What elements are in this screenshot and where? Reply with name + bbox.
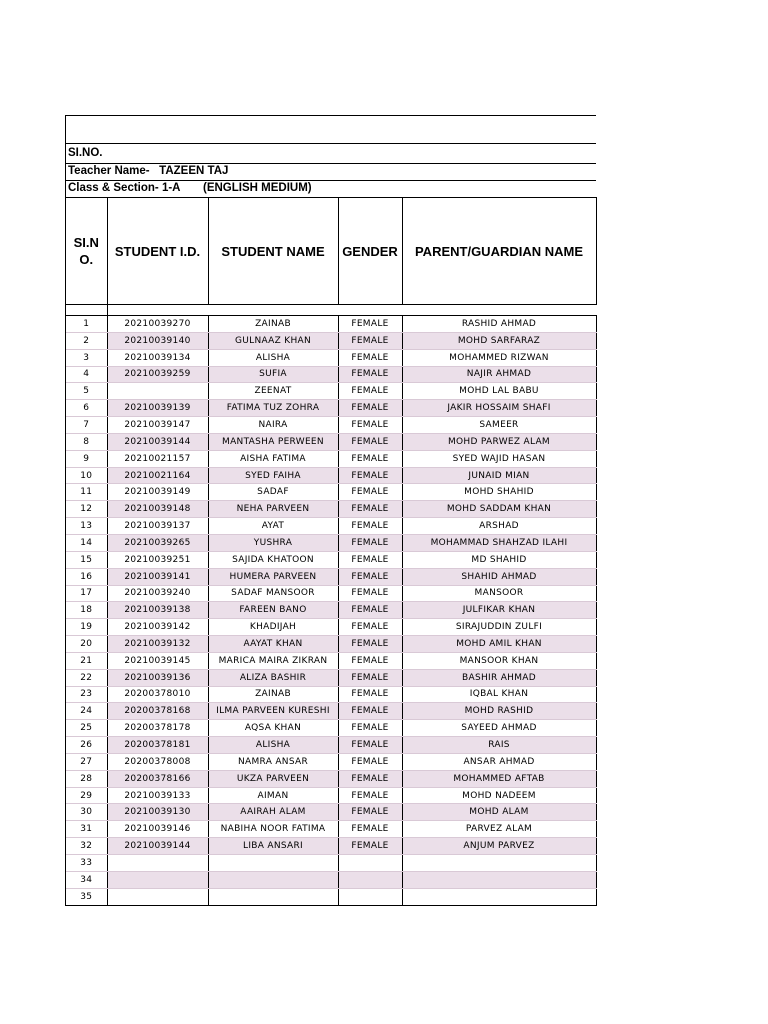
- cell-gender: FEMALE: [338, 804, 402, 821]
- cell-parent-name: BASHIR AHMAD: [402, 669, 596, 686]
- cell-student-name: NEHA PARVEEN: [208, 501, 338, 518]
- cell-student-id: 20210039132: [107, 636, 208, 653]
- column-header-gender: GENDER: [338, 198, 402, 305]
- cell-student-name: ALISHA: [208, 349, 338, 366]
- cell-student-name: NAMRA ANSAR: [208, 753, 338, 770]
- cell-student-id: 20210039134: [107, 349, 208, 366]
- table-row: [66, 619, 596, 636]
- cell-student-id: [107, 855, 208, 872]
- cell-gender: FEMALE: [338, 669, 402, 686]
- cell-gender: [338, 888, 402, 905]
- title-row: [66, 143, 596, 163]
- cell-gender: FEMALE: [338, 467, 402, 484]
- column-header-student-id: STUDENT I.D.: [107, 198, 208, 305]
- cell-parent-name: RAIS: [402, 737, 596, 754]
- cell-student-name: [208, 871, 338, 888]
- table-row: [66, 534, 596, 551]
- cell-parent-name: ANJUM PARVEZ: [402, 838, 596, 855]
- table-row: [66, 484, 596, 501]
- cell-student-name: ALIZA BASHIR: [208, 669, 338, 686]
- cell-student-id: 20210039146: [107, 821, 208, 838]
- spacer-row: [66, 305, 596, 316]
- cell-student-name: FATIMA TUZ ZOHRA: [208, 400, 338, 417]
- cell-student-id: 20210039142: [107, 619, 208, 636]
- table-row: [66, 888, 596, 905]
- table-row: [66, 467, 596, 484]
- table-row: [66, 585, 596, 602]
- cell-sno: 21: [66, 652, 107, 669]
- cell-sno: 12: [66, 501, 107, 518]
- cell-student-name: SUFIA: [208, 366, 338, 383]
- cell-student-name: NABIHA NOOR FATIMA: [208, 821, 338, 838]
- cell-gender: FEMALE: [338, 366, 402, 383]
- cell-student-id: 20210039240: [107, 585, 208, 602]
- cell-sno: 10: [66, 467, 107, 484]
- cell-parent-name: MOHD NADEEM: [402, 787, 596, 804]
- cell-parent-name: [402, 871, 596, 888]
- cell-parent-name: [402, 888, 596, 905]
- cell-parent-name: JUNAID MIAN: [402, 467, 596, 484]
- cell-student-id: 20210039147: [107, 417, 208, 434]
- cell-sno: 17: [66, 585, 107, 602]
- cell-sno: 3: [66, 349, 107, 366]
- cell-gender: FEMALE: [338, 383, 402, 400]
- table-header-row: [66, 198, 596, 305]
- cell-student-name: HUMERA PARVEEN: [208, 568, 338, 585]
- cell-student-id: 20210039136: [107, 669, 208, 686]
- cell-gender: FEMALE: [338, 652, 402, 669]
- cell-student-name: GULNAAZ KHAN: [208, 332, 338, 349]
- table-row: [66, 871, 596, 888]
- cell-gender: FEMALE: [338, 753, 402, 770]
- cell-sno: 28: [66, 770, 107, 787]
- cell-parent-name: MANSOOR KHAN: [402, 652, 596, 669]
- cell-gender: [338, 871, 402, 888]
- cell-student-name: KHADIJAH: [208, 619, 338, 636]
- cell-parent-name: MOHD SHAHID: [402, 484, 596, 501]
- cell-sno: 9: [66, 450, 107, 467]
- table-row: [66, 838, 596, 855]
- cell-student-id: [107, 888, 208, 905]
- cell-student-id: 20200378008: [107, 753, 208, 770]
- cell-gender: FEMALE: [338, 703, 402, 720]
- cell-gender: FEMALE: [338, 720, 402, 737]
- blank-header-row: [66, 115, 596, 143]
- table-row: [66, 703, 596, 720]
- cell-student-id: 20210039139: [107, 400, 208, 417]
- cell-parent-name: MOHD SADDAM KHAN: [402, 501, 596, 518]
- cell-sno: 23: [66, 686, 107, 703]
- table-row: [66, 551, 596, 568]
- table-row: [66, 737, 596, 754]
- cell-student-name: MANTASHA PERWEEN: [208, 433, 338, 450]
- cell-parent-name: MOHD ALAM: [402, 804, 596, 821]
- cell-parent-name: IQBAL KHAN: [402, 686, 596, 703]
- cell-student-id: 20210021164: [107, 467, 208, 484]
- cell-student-id: 20210039148: [107, 501, 208, 518]
- cell-student-id: 20200378178: [107, 720, 208, 737]
- cell-student-id: 20200378010: [107, 686, 208, 703]
- cell-student-id: 20200378166: [107, 770, 208, 787]
- cell-student-id: 20210039141: [107, 568, 208, 585]
- cell-parent-name: PARVEZ ALAM: [402, 821, 596, 838]
- table-row: [66, 821, 596, 838]
- cell-sno: 22: [66, 669, 107, 686]
- cell-student-id: 20200378181: [107, 737, 208, 754]
- cell-sno: 14: [66, 534, 107, 551]
- cell-sno: 24: [66, 703, 107, 720]
- table-row: [66, 417, 596, 434]
- student-list-sheet: [65, 115, 596, 906]
- cell-student-id: [107, 871, 208, 888]
- cell-gender: FEMALE: [338, 770, 402, 787]
- cell-sno: 18: [66, 602, 107, 619]
- cell-student-name: ILMA PARVEEN KURESHI: [208, 703, 338, 720]
- table-row: [66, 450, 596, 467]
- cell-gender: FEMALE: [338, 619, 402, 636]
- cell-parent-name: MOHD RASHID: [402, 703, 596, 720]
- cell-student-id: [107, 383, 208, 400]
- cell-student-id: 20210039259: [107, 366, 208, 383]
- cell-gender: FEMALE: [338, 518, 402, 535]
- cell-student-id: 20210039265: [107, 534, 208, 551]
- table-row: [66, 686, 596, 703]
- cell-sno: 15: [66, 551, 107, 568]
- cell-sno: 2: [66, 332, 107, 349]
- cell-sno: 25: [66, 720, 107, 737]
- cell-parent-name: MOHD LAL BABU: [402, 383, 596, 400]
- cell-student-name: SADAF: [208, 484, 338, 501]
- cell-sno: 7: [66, 417, 107, 434]
- cell-student-id: 20210021157: [107, 450, 208, 467]
- column-header-student-name: STUDENT NAME: [208, 198, 338, 305]
- cell-parent-name: ANSAR AHMAD: [402, 753, 596, 770]
- cell-gender: FEMALE: [338, 501, 402, 518]
- cell-parent-name: MOHD AMIL KHAN: [402, 636, 596, 653]
- cell-parent-name: MOHD PARWEZ ALAM: [402, 433, 596, 450]
- cell-student-name: LIBA ANSARI: [208, 838, 338, 855]
- table-row: [66, 770, 596, 787]
- cell-gender: FEMALE: [338, 585, 402, 602]
- table-row: [66, 383, 596, 400]
- cell-student-name: UKZA PARVEEN: [208, 770, 338, 787]
- cell-parent-name: MOHAMMAD SHAHZAD ILAHI: [402, 534, 596, 551]
- cell-student-name: AQSA KHAN: [208, 720, 338, 737]
- cell-student-name: ZEENAT: [208, 383, 338, 400]
- cell-gender: FEMALE: [338, 400, 402, 417]
- table-row: [66, 669, 596, 686]
- cell-parent-name: RASHID AHMAD: [402, 316, 596, 333]
- cell-sno: 13: [66, 518, 107, 535]
- table-row: [66, 753, 596, 770]
- cell-parent-name: MOHD SARFARAZ: [402, 332, 596, 349]
- cell-student-name: SAJIDA KHATOON: [208, 551, 338, 568]
- cell-gender: FEMALE: [338, 316, 402, 333]
- cell-student-name: MARICA MAIRA ZIKRAN: [208, 652, 338, 669]
- cell-sno: 11: [66, 484, 107, 501]
- cell-student-name: AIMAN: [208, 787, 338, 804]
- cell-gender: FEMALE: [338, 332, 402, 349]
- cell-student-name: NAIRA: [208, 417, 338, 434]
- sheet-title: SI.NO.: [68, 147, 103, 159]
- table-row: [66, 602, 596, 619]
- table-row: [66, 366, 596, 383]
- cell-student-name: AYAT: [208, 518, 338, 535]
- cell-student-name: [208, 855, 338, 872]
- teacher-row: [66, 163, 596, 180]
- cell-sno: 20: [66, 636, 107, 653]
- cell-sno: 5: [66, 383, 107, 400]
- cell-parent-name: SIRAJUDDIN ZULFI: [402, 619, 596, 636]
- cell-gender: FEMALE: [338, 737, 402, 754]
- cell-sno: 26: [66, 737, 107, 754]
- teacher-name: Teacher Name- TAZEEN TAJ: [68, 165, 229, 177]
- table-row: [66, 568, 596, 585]
- cell-student-id: 20210039130: [107, 804, 208, 821]
- cell-gender: FEMALE: [338, 450, 402, 467]
- cell-student-name: SYED FAIHA: [208, 467, 338, 484]
- cell-student-id: 20210039144: [107, 838, 208, 855]
- cell-gender: FEMALE: [338, 787, 402, 804]
- table-row: [66, 855, 596, 872]
- cell-gender: FEMALE: [338, 636, 402, 653]
- cell-parent-name: MD SHAHID: [402, 551, 596, 568]
- cell-student-id: 20210039251: [107, 551, 208, 568]
- column-header-parent-name: PARENT/GUARDIAN NAME: [402, 198, 596, 305]
- cell-student-id: 20210039145: [107, 652, 208, 669]
- cell-parent-name: ARSHAD: [402, 518, 596, 535]
- table-row: [66, 400, 596, 417]
- table-row: [66, 787, 596, 804]
- cell-student-name: AAIRAH ALAM: [208, 804, 338, 821]
- table-row: [66, 349, 596, 366]
- table-row: [66, 652, 596, 669]
- cell-gender: FEMALE: [338, 551, 402, 568]
- table-row: [66, 501, 596, 518]
- cell-sno: 35: [66, 888, 107, 905]
- cell-parent-name: NAJIR AHMAD: [402, 366, 596, 383]
- cell-parent-name: SAMEER: [402, 417, 596, 434]
- cell-parent-name: SHAHID AHMAD: [402, 568, 596, 585]
- cell-sno: 27: [66, 753, 107, 770]
- cell-parent-name: SAYEED AHMAD: [402, 720, 596, 737]
- table-row: [66, 332, 596, 349]
- cell-parent-name: JULFIKAR KHAN: [402, 602, 596, 619]
- cell-gender: FEMALE: [338, 433, 402, 450]
- cell-student-name: ZAINAB: [208, 686, 338, 703]
- cell-gender: FEMALE: [338, 838, 402, 855]
- cell-sno: 29: [66, 787, 107, 804]
- cell-parent-name: [402, 855, 596, 872]
- cell-sno: 1: [66, 316, 107, 333]
- cell-sno: 16: [66, 568, 107, 585]
- column-header-sino: SI.NO.: [66, 198, 107, 305]
- cell-student-id: 20210039140: [107, 332, 208, 349]
- cell-gender: FEMALE: [338, 568, 402, 585]
- cell-student-name: ALISHA: [208, 737, 338, 754]
- class-section: Class & Section- 1-A: [68, 182, 181, 194]
- cell-sno: 33: [66, 855, 107, 872]
- table-row: [66, 804, 596, 821]
- cell-student-name: FAREEN BANO: [208, 602, 338, 619]
- cell-parent-name: MOHAMMED RIZWAN: [402, 349, 596, 366]
- cell-gender: FEMALE: [338, 417, 402, 434]
- cell-student-id: 20210039149: [107, 484, 208, 501]
- cell-student-name: ZAINAB: [208, 316, 338, 333]
- cell-student-id: 20210039144: [107, 433, 208, 450]
- cell-gender: FEMALE: [338, 602, 402, 619]
- cell-parent-name: MANSOOR: [402, 585, 596, 602]
- table-row: [66, 720, 596, 737]
- cell-gender: FEMALE: [338, 686, 402, 703]
- cell-student-id: 20210039270: [107, 316, 208, 333]
- cell-sno: 32: [66, 838, 107, 855]
- cell-parent-name: MOHAMMED AFTAB: [402, 770, 596, 787]
- cell-student-name: YUSHRA: [208, 534, 338, 551]
- cell-gender: FEMALE: [338, 534, 402, 551]
- cell-sno: 19: [66, 619, 107, 636]
- cell-student-name: SADAF MANSOOR: [208, 585, 338, 602]
- table-row: [66, 518, 596, 535]
- cell-student-id: 20210039133: [107, 787, 208, 804]
- cell-gender: FEMALE: [338, 349, 402, 366]
- cell-parent-name: JAKIR HOSSAIM SHAFI: [402, 400, 596, 417]
- cell-gender: FEMALE: [338, 484, 402, 501]
- cell-gender: [338, 855, 402, 872]
- cell-sno: 34: [66, 871, 107, 888]
- table-row: [66, 433, 596, 450]
- cell-sno: 30: [66, 804, 107, 821]
- cell-parent-name: SYED WAJID HASAN: [402, 450, 596, 467]
- table-row: [66, 636, 596, 653]
- class-section-row: [66, 180, 596, 197]
- student-table: [66, 197, 597, 906]
- cell-sno: 4: [66, 366, 107, 383]
- cell-student-id: 20210039138: [107, 602, 208, 619]
- cell-student-name: [208, 888, 338, 905]
- cell-gender: FEMALE: [338, 821, 402, 838]
- cell-student-name: AISHA FATIMA: [208, 450, 338, 467]
- medium-label: (ENGLISH MEDIUM): [203, 182, 312, 194]
- cell-sno: 6: [66, 400, 107, 417]
- cell-sno: 31: [66, 821, 107, 838]
- cell-sno: 8: [66, 433, 107, 450]
- cell-student-id: 20200378168: [107, 703, 208, 720]
- cell-student-name: AAYAT KHAN: [208, 636, 338, 653]
- table-row: [66, 316, 596, 333]
- cell-student-id: 20210039137: [107, 518, 208, 535]
